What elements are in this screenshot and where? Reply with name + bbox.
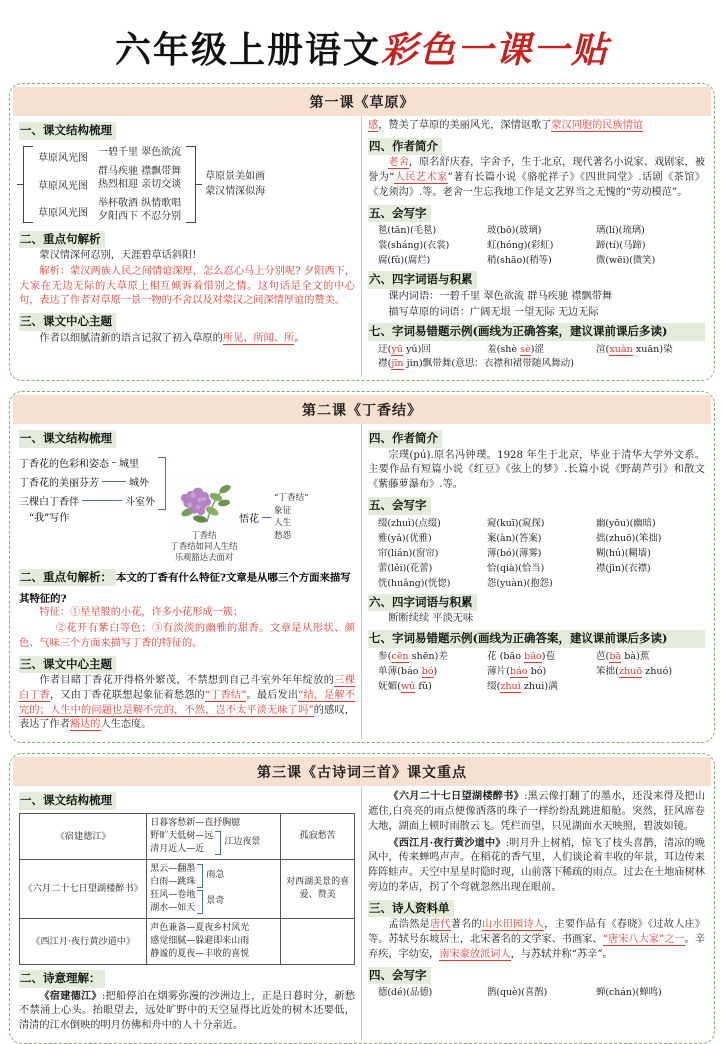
lesson-card-2 (9, 391, 715, 743)
theme-b: ，又由丁香花联想起象征着愁怨的 (49, 689, 205, 701)
lesson-3-structure-table (19, 813, 355, 965)
diagram-tag: “丁香结” (274, 492, 309, 503)
error-rest: bà)蕉 (621, 650, 650, 662)
bracket (215, 831, 221, 855)
character-entry: 腐(fǔ)(腐烂) (378, 255, 431, 267)
error-correct: cēn (391, 650, 409, 662)
theme-c: 。最后发出 (246, 689, 299, 701)
diagram-right-label: 悟花 (239, 513, 259, 525)
diagram-row-value: 斗室外 (125, 496, 155, 508)
error-pre: 芭( (595, 650, 610, 662)
page-title-red: 彩色一课一贴 (381, 29, 610, 71)
error-entry (487, 664, 596, 679)
character-entry: 裳(sháng)(衣裳) (378, 240, 450, 252)
diagram-detail (93, 162, 186, 194)
character-entry: 帘(lián)(窗帘) (378, 547, 439, 559)
content-line: 静谧的夏夜—丰收的喜悦 (150, 949, 250, 960)
error-pre: 迂( (378, 343, 392, 355)
diagram-tag: 愁怨 (274, 531, 292, 542)
error-entry (378, 649, 487, 664)
lesson-3-meaning-text (19, 989, 355, 1034)
error-rest: bó) (527, 665, 547, 677)
content-pair-label: 景奇 (206, 896, 225, 907)
lilac-caption-line: 丁香结如同人生结 (170, 541, 238, 551)
error-entry (378, 679, 487, 694)
lesson-3-section-poets-heading: 三、诗人资料单 (368, 900, 454, 918)
error-rest: fǔ) (415, 681, 432, 693)
diagram-detail-line: 热烈相迎 亲切交谈 (98, 178, 182, 190)
diagram-row-value: 城外 (129, 477, 149, 489)
lesson-2-section-theme-heading: 三、课文中心主题 (19, 656, 116, 674)
table-cell-content (147, 859, 281, 918)
theme-a: 作者目睹丁香花开得格外繁茂，不禁想到自己斗室外年年绽放的 (39, 675, 335, 687)
poets-a: 孟浩然是 (388, 919, 430, 931)
theme-text-highlight: 所见、所闻、所 (222, 332, 295, 344)
poets-b: 著名的 (450, 919, 482, 931)
theme-highlight: 豁达的 (69, 719, 101, 731)
character-entry: 蹄(tí)(马蹄) (595, 240, 646, 252)
page-title-black: 六年级上册语文 (114, 29, 381, 71)
lesson-1-idioms-line-1: 课内词语：一碧千里 翠色欲流 群马疾驰 襟飘带舞 (388, 290, 613, 302)
error-correct: báo (509, 665, 528, 677)
lesson-3-poets-text (368, 918, 705, 962)
lesson-2-section-errors-heading: 七、字词易错题示例(画线为正确答案，建议课前课后多读) (368, 630, 705, 648)
lesson-3-character-grid (368, 985, 705, 1000)
content-line: 白雨—跳珠 (150, 876, 196, 887)
poets-highlight: 南宋豪放派词人 (439, 948, 511, 960)
error-rest: xuān)染 (632, 343, 673, 355)
lesson-1-structure-diagram (19, 141, 355, 228)
character-entry: 蝉(chán)(蝉鸣) (595, 987, 662, 999)
error-rest: shēn)差 (408, 650, 448, 662)
lesson-2-key-question: 本文的丁香有什么特征?文章是从哪三个方面来描写其特征的? (19, 571, 351, 606)
lesson-1-error-entry-last (368, 357, 705, 371)
diagram-tag-list (274, 492, 309, 544)
diagram-row-value: 城里 (119, 458, 139, 470)
theme-cont-highlight: 感 (368, 120, 379, 131)
table-cell-content (147, 919, 281, 965)
theme-text-a: 作者以细腻清新的语言记叙了初入草原的 (39, 332, 223, 344)
error-correct: xuàn (609, 343, 633, 355)
error-correct: bó (421, 665, 434, 677)
content-pair (150, 889, 277, 915)
character-entry: 襟(jīn)(衣襟) (595, 562, 651, 574)
lesson-2-section-structure-heading: 一、课文结构梳理 (19, 430, 116, 448)
error-rest: zhui)满 (520, 681, 558, 693)
author-honor: 人民艺术家 (394, 172, 448, 184)
error-correct: yū (391, 343, 403, 355)
diagram-label: 草原风光图 (38, 208, 88, 220)
error-entry (487, 679, 596, 694)
diagram-tag: 人生 (274, 518, 292, 529)
poem-meaning: :把船停泊在烟雾弥漫的沙洲边上，正是日暮时分，新愁不禁涌上心头。抬眼望去，远处旷野中的天空显得比近处的树木还要低，清清的江水倒映的明月仿佛和舟中的人十分亲近。 (19, 990, 355, 1032)
error-entry (596, 342, 705, 357)
error-pre: 花 (bāo (486, 650, 525, 662)
lesson-2-key-answer-1: 特征：①星星般的小花，许多小花形成一簇； (39, 607, 244, 619)
theme-text-b: 。 (294, 332, 305, 344)
character-entry: 毯(tǎn)(毛毯) (378, 225, 437, 237)
bracket-right (186, 146, 196, 223)
lesson-2-right-column (362, 424, 711, 739)
poets-highlight: 唐代 (429, 919, 451, 931)
lesson-card-1 (9, 83, 715, 381)
lesson-1-key-analysis: 解析：蒙汉两族人民之间情谊深厚，怎么忍心马上分别呢? 夕阳西下，大家在无边无际的大草原上相互倾诉着惜别之情。这句话是全文的中心句，表达了作者对草原一景一物的不舍以及对蒙汉之间深情厚谊的赞美。 (19, 265, 355, 307)
character-entry: 恰(qià)(恰当) (486, 562, 545, 574)
character-entry: 怨(yuàn)(抱怨) (486, 577, 553, 589)
theme-d: 的感叹，表达了作者 (19, 704, 355, 731)
error-rest: zhuó) (642, 665, 673, 677)
error-pre: 参( (378, 650, 392, 662)
diagram-detail (93, 143, 186, 162)
lesson-1-right-column (362, 116, 711, 377)
table-row (20, 859, 355, 918)
character-entry: 缀(zhuì)(点缀) (378, 517, 441, 529)
lesson-card-3 (9, 753, 715, 1044)
character-entry: 玻(bō)(玻璃) (486, 225, 542, 237)
content-line: 日暮客愁新—直抒胸臆 (150, 817, 241, 828)
lesson-3-poem-3 (368, 836, 705, 896)
poem-title: 《西江月·夜行黄沙道中》 (388, 836, 506, 849)
error-rest: jin)飘带舞(意思：衣襟和裙带随风舞动) (403, 358, 574, 370)
character-entry: 虹(hóng)(彩虹) (486, 240, 554, 252)
lesson-1-section-keysentence-heading: 二、重点句解析 (19, 231, 105, 249)
lilac-figure (169, 478, 239, 564)
error-correct: jīn (391, 358, 404, 370)
diagram-row-label: 丁香花的美丽芬芳 (19, 477, 99, 489)
error-entry (487, 342, 596, 357)
diagram-row (19, 474, 155, 489)
bracket-blue (158, 457, 166, 510)
lilac-flower-icon (169, 478, 239, 530)
diagram-row-sublabel: “我”写作 (29, 512, 70, 524)
character-entry: 拙(zhuō)(笨拙) (595, 532, 662, 544)
poem-meaning: :黑云像打翻了的墨水，还没来得及把山遮住,白亮亮的雨点便像洒落的珠子一样纷纷乱跳进船舱。突然，狂风席卷大地，湖面上顿时雨散云飞。凭栏而望，只见湖面水天映照，碧波如镜。 (368, 791, 706, 832)
character-entry: 鹊(què)(喜鹊) (486, 987, 548, 999)
error-rest: )涩 (530, 343, 545, 355)
lesson-2-left-column (13, 424, 362, 739)
lesson-2-key-answer-2: ②花开有紫白等色；③有淡淡的幽雅的甜香。文章是从形状、颜色、气味三个方面来描写丁香的特征的。 (19, 622, 355, 649)
content-line: 狂风—卷地 (150, 889, 196, 900)
lesson-1-author-text (368, 156, 705, 200)
character-entry: 恍(huǎng)(恍惚) (378, 577, 451, 589)
lesson-3-section-characters-heading: 四、会写字 (368, 967, 431, 985)
diagram-row-label: 丁香花的色彩和姿态 (19, 458, 109, 470)
lesson-2-theme-text (19, 674, 355, 733)
content-pair-label: 江边夜景 (224, 837, 261, 848)
table-cell-theme: 孤寂愁苦 (281, 813, 355, 859)
diagram-label: 草原风光图 (38, 152, 88, 164)
content-pair (150, 863, 277, 889)
lesson-1-section-idioms-heading: 六、四字词语与积累 (368, 271, 477, 289)
lesson-2-section-idioms-heading: 六、四字词语与积累 (368, 594, 477, 612)
content-pair-label: 雨急 (206, 870, 225, 881)
error-correct: zhuō (618, 665, 643, 677)
table-cell-poem: 《西江月·夜行黄沙道中》 (20, 919, 147, 965)
error-entry (596, 649, 705, 664)
error-rest: yú)回 (402, 343, 431, 355)
error-entry (487, 649, 596, 664)
lesson-2-section-keysentence-heading: 二、重点句解析： (19, 569, 116, 587)
lilac-caption-line: 丁香结 (191, 529, 217, 540)
page-title (0, 0, 724, 83)
error-pre: 渲( (595, 343, 610, 355)
lesson-2-section-author-heading: 四、作者简介 (368, 430, 442, 448)
author-text-a: ，原名舒庆春，字舍予，生于北京，现代著名小说家、戏剧家，被誉为“ (368, 157, 706, 184)
error-pre: 单薄(báo (378, 665, 422, 677)
poets-highlight: 山水田园诗人 (481, 919, 545, 931)
error-pre: 襟( (378, 358, 392, 370)
theme-highlight: “丁香结” (204, 689, 247, 701)
lesson-1-character-grid (368, 223, 705, 268)
lesson-3-left-column (13, 786, 362, 1040)
diagram-labels (33, 143, 93, 226)
error-correct: bā (609, 650, 622, 662)
lesson-1-section-author-heading: 四、作者简介 (368, 138, 442, 156)
character-entry: 德(dé)(品德) (378, 987, 433, 999)
error-entry (378, 342, 487, 357)
diagram-details (93, 143, 186, 226)
lesson-1-section-characters-heading: 五、会写字 (368, 205, 431, 223)
lesson-2-error-grid (368, 649, 705, 695)
table-row (20, 919, 355, 965)
content-line: 黑云—翻墨 (150, 863, 196, 874)
lesson-1-error-grid (368, 342, 705, 357)
error-pre: 羞(shè (486, 343, 521, 355)
diagram-conclusion-line: 蒙汉情深似海 (205, 186, 266, 198)
lesson-3-right-column (362, 786, 711, 1040)
theme-e: 人生态度。 (100, 719, 152, 731)
diagram-detail-line: 夕阳西下 不忍分别 (98, 210, 182, 222)
character-entry: 璃(lí)(琉璃) (595, 225, 645, 237)
error-rest: )苞 (541, 650, 556, 662)
error-pre: 薄片( (486, 665, 510, 677)
character-entry: 稍(shāo)(稍等) (486, 255, 552, 267)
diagram-row (19, 455, 155, 470)
lesson-2-section-characters-heading: 五、会写字 (368, 497, 431, 515)
lesson-1-section-errors-heading: 七、字词易错题示例(画线为正确答案，建议课前课后多读) (368, 323, 705, 341)
error-pre: 笨拙( (595, 665, 619, 677)
diagram-tag: 象征 (274, 505, 292, 516)
lesson-3-section-meaning-heading: 二、诗意理解： (19, 970, 105, 988)
table-cell-theme (281, 919, 355, 965)
bracket (197, 864, 203, 888)
table-cell-theme: 对西湖美景的喜爱、赞美 (281, 859, 355, 918)
poem-meaning: :明月升上树梢，惊飞了枝头喜鹊，清凉的晚风中，传来蝉鸣声声。在稻花的香气里，人们谈论着丰收的年景，耳边传来阵阵蛙声。天空中星星时隐时现，山前落下稀疏的雨点。过去在土地庙树林旁边的茅店，拐了个弯就忽然出现在眼前。 (368, 837, 706, 893)
theme-highlight: 三棵白丁香 (19, 675, 356, 701)
character-entry: 薄(bó)(薄雾) (486, 547, 542, 559)
diagram-row-label-a: 三棵白丁香伴 (19, 496, 79, 508)
lesson-2-structure-diagram (19, 449, 355, 564)
content-pair (150, 830, 277, 856)
lesson-1-section-theme-heading: 三、课文中心主题 (19, 313, 116, 331)
poets-c: ，主要作品有《春晓》《过故人庄》等。苏轼号东坡居士，北宋著名的文学家、书画家、 (368, 919, 706, 945)
theme-cont-a: ，赞美了草原的美丽风光，深情讴歌了 (378, 120, 552, 131)
lesson-1-theme-text (19, 332, 355, 347)
lesson-1-idioms-line-2: 描写草原的词语：广阔无垠 一望无际 无边无际 (388, 306, 599, 318)
poem-title: 《宿建德江》 (39, 989, 102, 1002)
error-pre: 妩媚( (378, 681, 401, 693)
diagram-label: 草原风光图 (38, 180, 88, 192)
author-text-b: ”著有长篇小说《骆驼祥子》《四世同堂》.话剧《茶馆》《龙须沟》.等。老舍一生忘我地工作是文艺界当之无愧的“劳动模范”。 (368, 172, 705, 198)
error-correct: bāo (524, 650, 542, 662)
error-pre: 缀( (486, 681, 501, 693)
poem-title: 《六月二十七日望湖楼醉书》 (388, 790, 525, 803)
lesson-1-left-column (13, 116, 362, 377)
content-line: 野旷天低树—远 (150, 830, 214, 841)
diagram-conclusion-line: 草原景美如画 (205, 171, 266, 183)
error-correct: wǔ (400, 681, 416, 693)
lesson-banner-2: 第二课《丁香结》 (13, 395, 711, 424)
diagram-row-label (19, 493, 79, 508)
lesson-banner-1: 第一课《草原》 (13, 87, 711, 116)
table-row (20, 813, 355, 859)
lesson-3-poem-2 (368, 789, 705, 834)
error-entry (378, 664, 487, 679)
content-line: 湖水—如天 (150, 902, 196, 913)
diagram-row (19, 493, 155, 508)
lesson-banner-3: 第三课《古诗词三首》课文重点 (13, 757, 711, 786)
content-line: 声色兼备—夏夜乡村风光 (150, 923, 250, 934)
lesson-1-key-quote: 蒙汉情深何忍别，天涯碧草话斜阳! (39, 250, 197, 262)
error-entry (596, 664, 705, 679)
character-entry: 幽(yōu)(幽暗) (595, 517, 656, 529)
lesson-1-section-structure-heading: 一、课文结构梳理 (19, 122, 116, 140)
diagram-detail (93, 194, 186, 226)
character-entry: 微(wēi)(微笑) (595, 255, 656, 267)
error-rest: ) (433, 665, 438, 677)
table-cell-content (147, 813, 281, 859)
lesson-2-author-text: 宗璞(pú).原名冯钟璞。1928 年生于北京，毕业于清华大学外文系。主要作品有短篇小说《红豆》《弦上的梦》.长篇小说《野葫芦引》和散文《紫藤萝瀑布》.等。 (368, 449, 705, 491)
character-entry: 蕾(lěi)(花蕾) (378, 562, 433, 574)
character-entry: 案(àn)(答案) (486, 532, 542, 544)
bracket (197, 890, 203, 914)
poets-e: ，与苏轼并称“苏辛”。 (510, 948, 613, 960)
character-entry: 雅(yǎ)(优雅) (378, 532, 432, 544)
error-correct: sè (520, 343, 531, 355)
lesson-2-idioms-line-1: 断断续续 平淡无味 (388, 613, 474, 625)
lesson-2-character-grid (368, 516, 705, 591)
table-cell-poem: 《宿建德江》 (20, 813, 147, 859)
bracket-left (23, 146, 33, 223)
diagram-detail-line: 举杯敬酒 纵情歌唱 (98, 197, 182, 209)
character-entry: 窥(kuī)(窥探) (486, 517, 545, 529)
diagram-detail-line: 群马疾驰 襟飘带舞 (98, 165, 182, 177)
content-line: 清月近人—近 (150, 843, 205, 854)
lilac-caption-line: 乐观豁达去面对 (174, 552, 234, 563)
character-entry: 糊(hú)(糊墙) (595, 547, 651, 559)
content-line: 感觉细腻—躲避即来山雨 (150, 936, 250, 947)
theme-highlight: “结，是解不完的；人生中的问题也是解不完的，不然，岂不太平淡无味了吗” (19, 689, 356, 716)
theme-cont-highlight-2: 蒙汉同胞的民族情谊 (551, 120, 644, 131)
author-name: 老舍 (388, 157, 409, 169)
lesson-3-section-structure-heading: 一、课文结构梳理 (19, 792, 116, 810)
diagram-conclusion (196, 169, 265, 199)
error-correct: zhuì (500, 681, 521, 693)
table-cell-poem: 《六月二十七日望湖楼醉书》 (20, 859, 147, 918)
lesson-1-theme-continuation (368, 119, 705, 134)
diagram-detail-line: 一碧千里 翠色欲流 (98, 146, 182, 158)
poets-highlight: “唐宋八大家”之一 (602, 933, 685, 945)
poets-d: 。辛弃疾，字幼安， (368, 933, 706, 960)
